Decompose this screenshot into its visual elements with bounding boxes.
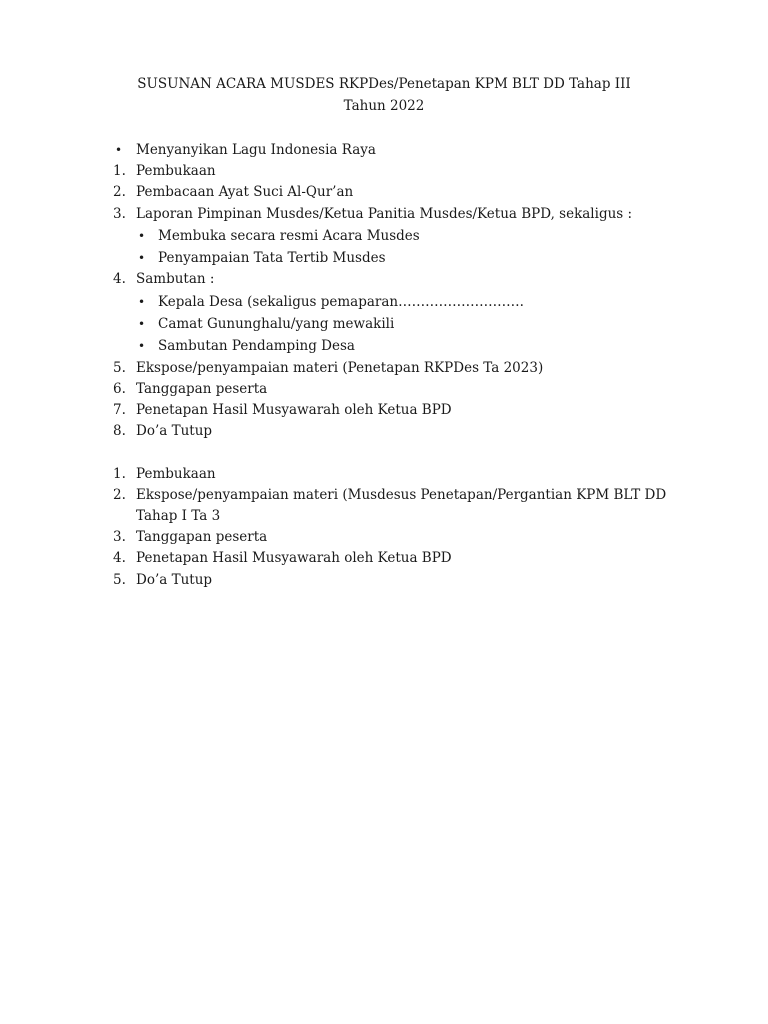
bullet-marker: • [138, 295, 146, 309]
bullet-marker: • [138, 229, 146, 243]
item-number: 5. [113, 572, 126, 588]
agenda-item-intro: Menyanyikan Lagu Indonesia Raya [136, 142, 376, 158]
agenda-item-4: Sambutan : [136, 271, 215, 287]
agenda-item-2: Ekspose/penyampaian materi (Musdesus Penetapan/Pergantian KPM BLT DD [136, 487, 667, 503]
agenda-item-4: Penetapan Hasil Musyawarah oleh Ketua BPD [136, 550, 452, 566]
item-number: 8. [113, 423, 126, 439]
agenda-subitem: Membuka secara resmi Acara Musdes [158, 228, 420, 244]
item-number: 3. [113, 529, 126, 545]
agenda-item-1: Pembukaan [136, 466, 216, 482]
item-number: 3. [113, 206, 126, 222]
item-number: 5. [113, 360, 126, 376]
agenda-item-2: Pembacaan Ayat Suci Al-Qur’an [136, 184, 354, 200]
agenda-item-3: Laporan Pimpinan Musdes/Ketua Panitia Musdes/Ketua BPD, sekaligus : [136, 206, 633, 222]
agenda-item-6: Tanggapan peserta [136, 381, 268, 397]
agenda-item-1: Pembukaan [136, 163, 216, 179]
item-number: 6. [113, 381, 126, 397]
item-number: 2. [113, 487, 126, 503]
item-number: 7. [113, 402, 126, 418]
agenda-subitem: Penyampaian Tata Tertib Musdes [158, 250, 386, 266]
document-subtitle-year: Tahun 2022 [343, 98, 425, 114]
agenda-item-2-continuation: Tahap I Ta 3 [136, 508, 221, 524]
agenda-subitem: Kepala Desa (sekaligus pemaparan………………………. [158, 294, 524, 310]
bullet-marker: • [138, 339, 146, 353]
item-number: 2. [113, 184, 126, 200]
bullet-marker: • [138, 317, 146, 331]
item-number: 1. [113, 466, 126, 482]
agenda-item-5: Ekspose/penyampaian materi (Penetapan RKPDes Ta 2023) [136, 360, 544, 376]
item-number: 1. [113, 163, 126, 179]
item-number: 4. [113, 271, 126, 287]
agenda-item-8: Do’a Tutup [136, 423, 213, 439]
item-number: 4. [113, 550, 126, 566]
bullet-marker: • [115, 143, 123, 157]
agenda-item-7: Penetapan Hasil Musyawarah oleh Ketua BPD [136, 402, 452, 418]
agenda-subitem: Sambutan Pendamping Desa [158, 338, 355, 354]
agenda-item-5: Do’a Tutup [136, 572, 213, 588]
document-title: SUSUNAN ACARA MUSDES RKPDes/Penetapan KPM BLT DD Tahap III [137, 76, 631, 92]
bullet-marker: • [138, 251, 146, 265]
agenda-item-3: Tanggapan peserta [136, 529, 268, 545]
agenda-subitem: Camat Gununghalu/yang mewakili [158, 316, 395, 332]
